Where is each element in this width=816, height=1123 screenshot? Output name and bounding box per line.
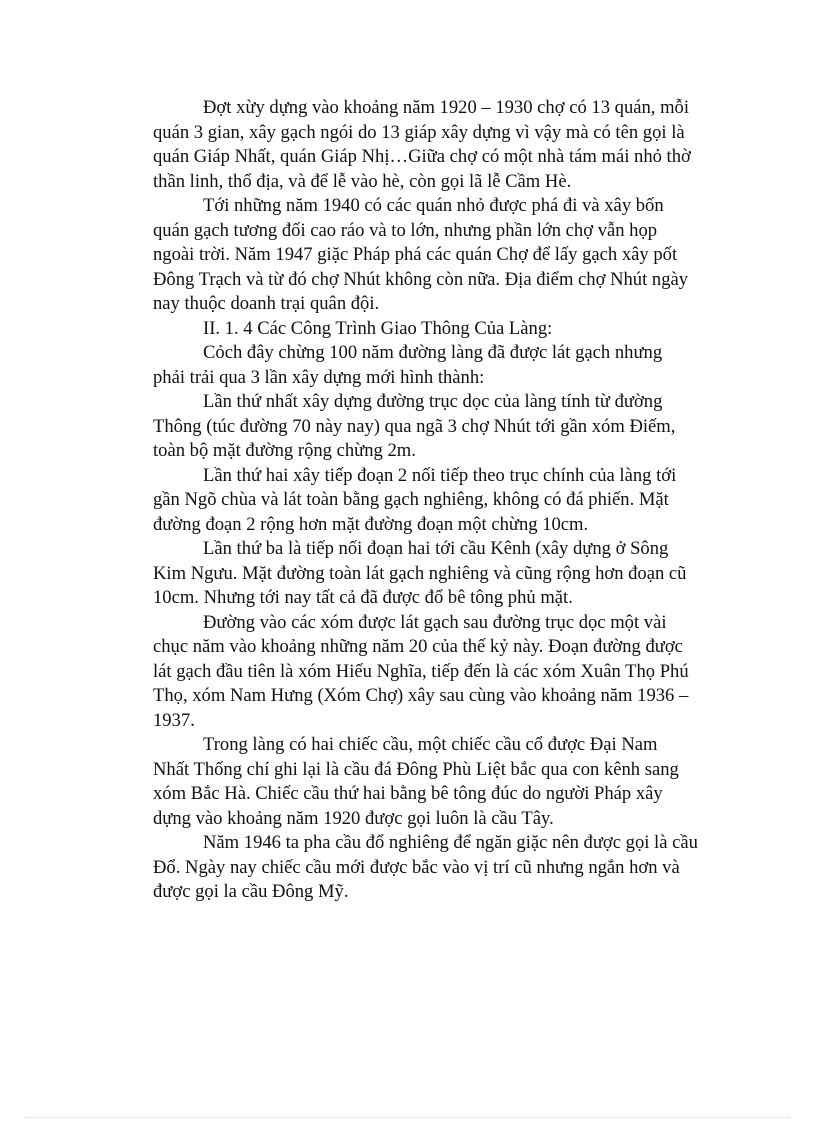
paragraph-hamlet-roads: Đường vào các xóm được lát gạch sau đường trục dọc một vài chục năm vào khoảng những năm 20 của thế kỷ này. Đoạn đường được lát gạch đầu tiên là xóm Hiếu Nghĩa, tiếp đến là các xóm Xuân Thọ Phú Thọ, xóm Nam Hưng (Xóm Chợ) xây sau cùng vào khoảng năm 1936 – 1937. <box>153 611 689 731</box>
paragraph-bridge-1946: Năm 1946 ta pha cầu đổ nghiêng để ngăn giặc nên được gọi là cầu Đổ. Ngày nay chiếc cầu mới được bắc vào vị trí cũ nhưng ngắn hơn và được gọi la cầu Đông Mỹ. <box>153 832 698 902</box>
paragraph-second-road: Lần thứ hai xây tiếp đoạn 2 nối tiếp theo trục chính của làng tới gần Ngõ chùa và lát toàn bằng gạch nghiêng, không có đá phiến. Mặt đường đoạn 2 rộng hơn mặt đường đoạn một chừng 10cm. <box>153 464 677 535</box>
paragraph-1940-market: Tới những năm 1940 có các quán nhỏ được phá đi và xây bốn quán gạch tương đối cao ráo và to lớn, nhưng phần lớn chợ vẫn họp ngoài trời. Năm 1947 giặc Pháp phá các quán Chợ để lấy gạch xây pốt Đông Trạch và từ đó chợ Nhút không còn nữa. Địa điểm chợ Nhút ngày nay thuộc doanh trại quân đội. <box>153 195 689 314</box>
paragraph-roads-intro: Cỏch đây chừng 100 năm đường làng đã được lát gạch nhưng phải trải qua 3 lần xây dựng mới hình thành: <box>153 342 663 388</box>
document-body <box>153 96 698 905</box>
paragraph-cho-construction: Đợt xừy dựng vào khoảng năm 1920 – 1930 chợ có 13 quán, mỗi quán 3 gian, xây gạch ngói do 13 giáp xây dựng vì vậy mà có tên gọi là quán Giáp Nhất, quán Giáp Nhị…Giữa chợ có một nhà tám mái nhỏ thờ thần linh, thổ địa, và để lễ vào hè, còn gọi lã lễ Cầm Hè. <box>153 97 691 192</box>
paragraph-bridges: Trong làng có hai chiếc cầu, một chiếc cầu cổ được Đại Nam Nhất Thống chí ghi lại là cầu đá Đông Phù Liệt bắc qua con kênh sang xóm Bắc Hà. Chiếc cầu thứ hai bằng bê tông đúc do người Pháp xây dựng vào khoảng năm 1920 được gọi luôn là cầu Tây. <box>153 734 679 829</box>
paragraph-third-road: Lần thứ ba là tiếp nối đoạn hai tới cầu Kênh (xây dựng ở Sông Kim Ngưu. Mặt đường toàn lát gạch nghiêng và cũng rộng hơn đoạn cũ 10cm. Nhưng tới nay tất cả đã được đổ bê tông phủ mặt. <box>153 538 687 608</box>
page-bottom-divider <box>26 1117 790 1118</box>
paragraph-first-road: Lần thứ nhất xây dựng đường trục dọc của làng tính từ đường Thông (túc đường 70 này nay) qua ngã 3 chợ Nhút tới gần xóm Điếm, toàn bộ mặt đường rộng chừng 2m. <box>153 391 676 461</box>
section-heading-transport: II. 1. 4 Các Công Trình Giao Thông Của Làng: <box>203 317 553 339</box>
